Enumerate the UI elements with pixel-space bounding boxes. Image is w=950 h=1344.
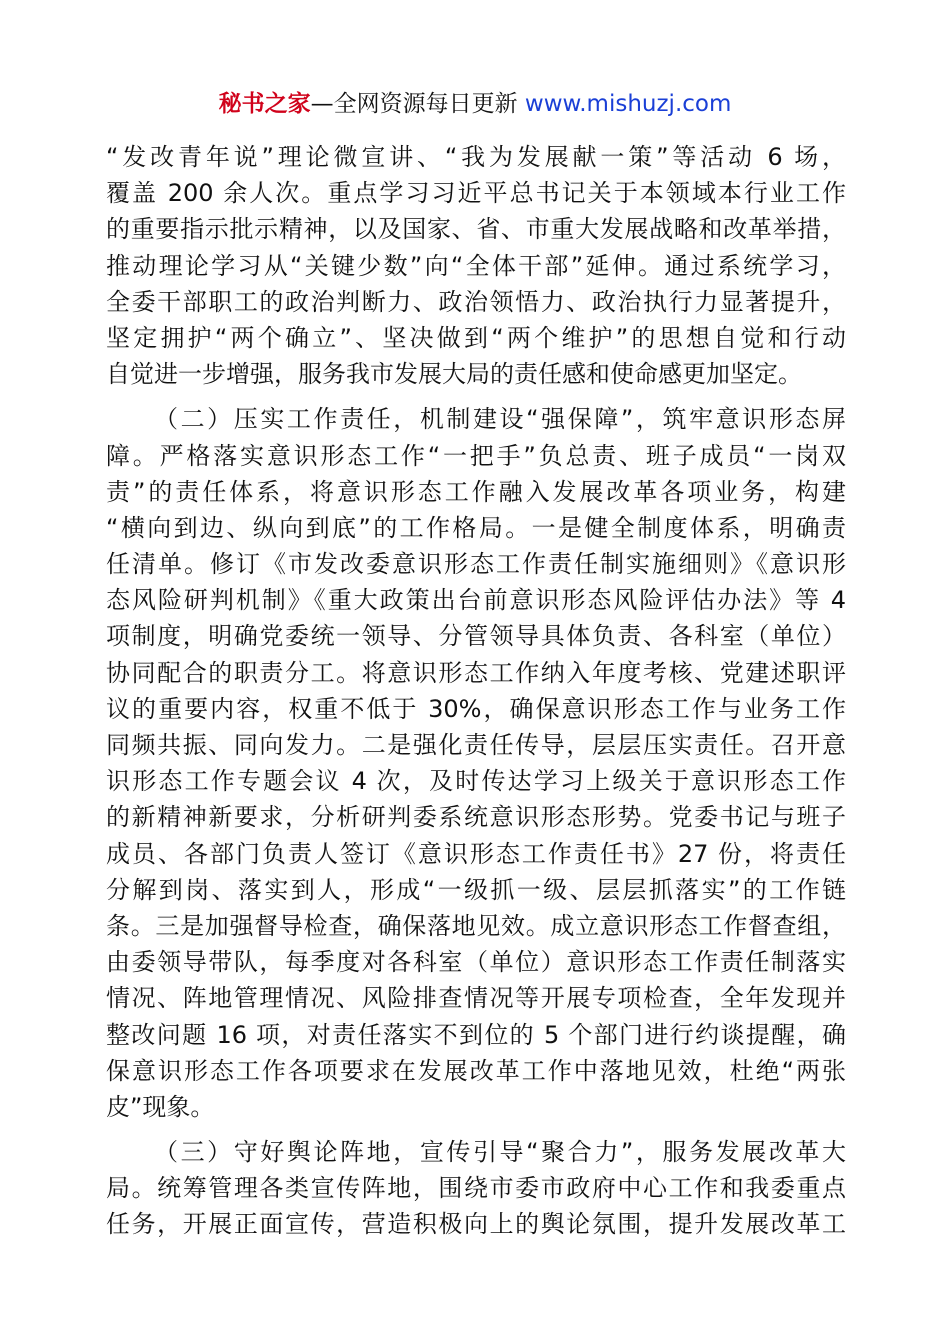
paragraph xyxy=(106,401,846,1125)
text-line: 的重要指示批示精神，以及国家、省、市重大发展战略和改革举措， xyxy=(106,215,846,244)
header-tagline: —全网资源每日更新 xyxy=(310,91,518,117)
text-line: “横向到边、纵向到底”的工作格局。一是健全制度体系，明确责 xyxy=(106,513,846,542)
text-line: 项制度，明确党委统一领导、分管领导具体负责、各科室（单位） xyxy=(106,622,846,651)
text-line: 坚定拥护“两个确立”、坚决做到“两个维护”的思想自觉和行动 xyxy=(106,323,846,352)
text-line: 皮”现象。 xyxy=(106,1092,215,1121)
text-line: “发改青年说”理论微宣讲、“我为发展献一策”等活动 6 场， xyxy=(106,143,846,171)
paragraph xyxy=(106,1134,846,1243)
text-line: 任清单。修订《市发改委意识形态工作责任制实施细则》《意识形 xyxy=(106,550,846,579)
page-header xyxy=(0,86,950,122)
text-line: 整改问题 16 项，对责任落实不到位的 5 个部门进行约谈提醒，确 xyxy=(106,1020,846,1049)
paragraph xyxy=(106,139,846,392)
text-line: 局。统筹管理各类宣传阵地，围绕市委市政府中心工作和我委重点 xyxy=(106,1174,846,1203)
paragraph-gap xyxy=(106,1125,846,1134)
text-line: 推动理论学习从“关键少数”向“全体干部”延伸。通过系统学习， xyxy=(106,251,846,280)
text-line: 同频共振、同向发力。二是强化责任传导，层层压实责任。召开意 xyxy=(106,731,846,759)
text-line: 由委领导带队，每季度对各科室（单位）意识形态工作责任制落实 xyxy=(106,948,846,977)
text-line: 保意识形态工作各项要求在发展改革工作中落地见效，杜绝“两张 xyxy=(106,1056,846,1085)
text-line: 分解到岗、落实到人，形成“一级抓一级、层层抓落实”的工作链 xyxy=(106,875,846,904)
text-line: 成员、各部门负责人签订《意识形态工作责任书》27 份，将责任 xyxy=(106,839,846,868)
text-line: 条。三是加强督导检查，确保落地见效。成立意识形态工作督查组， xyxy=(106,911,846,940)
text-line: 情况、阵地管理情况、风险排查情况等开展专项检查，全年发现并 xyxy=(106,984,846,1013)
text-line: 障。严格落实意识形态工作“一把手”负总责、班子成员“一岗双 xyxy=(106,441,846,470)
text-line: 识形态工作专题会议 4 次，及时传达学习上级关于意识形态工作 xyxy=(106,767,846,796)
text-line: 全委干部职工的政治判断力、政治领悟力、政治执行力显著提升， xyxy=(106,287,846,316)
text-line: 自觉进一步增强，服务我市发展大局的责任感和使命感更加坚定。 xyxy=(106,360,802,389)
text-line: 覆盖 200 余人次。重点学习习近平总书记关于本领域本行业工作 xyxy=(106,179,846,208)
header-site-link[interactable]: www.mishuzj.com xyxy=(524,91,732,117)
text-line: （三）守好舆论阵地，宣传引导“聚合力”，服务发展改革大 xyxy=(154,1138,846,1167)
text-line: 的新精神新要求，分析研判委系统意识形态形势。党委书记与班子 xyxy=(106,803,846,832)
text-line: （二）压实工作责任，机制建设“强保障”，筑牢意识形态屏 xyxy=(154,405,846,434)
paragraph-gap xyxy=(106,392,846,401)
text-line: 协同配合的职责分工。将意识形态工作纳入年度考核、党建述职评 xyxy=(106,658,846,687)
header-brand: 秘书之家 xyxy=(218,91,311,117)
text-line: 态风险研判机制》《重大政策出台前意识形态风险评估办法》等 4 xyxy=(106,586,846,615)
text-line: 任务，开展正面宣传，营造积极向上的舆论氛围，提升发展改革工 xyxy=(106,1210,846,1239)
text-line: 责”的责任体系，将意识形态工作融入发展改革各项业务，构建 xyxy=(106,477,846,506)
text-line: 议的重要内容，权重不低于 30%，确保意识形态工作与业务工作 xyxy=(106,694,846,723)
document-body xyxy=(106,139,846,1243)
